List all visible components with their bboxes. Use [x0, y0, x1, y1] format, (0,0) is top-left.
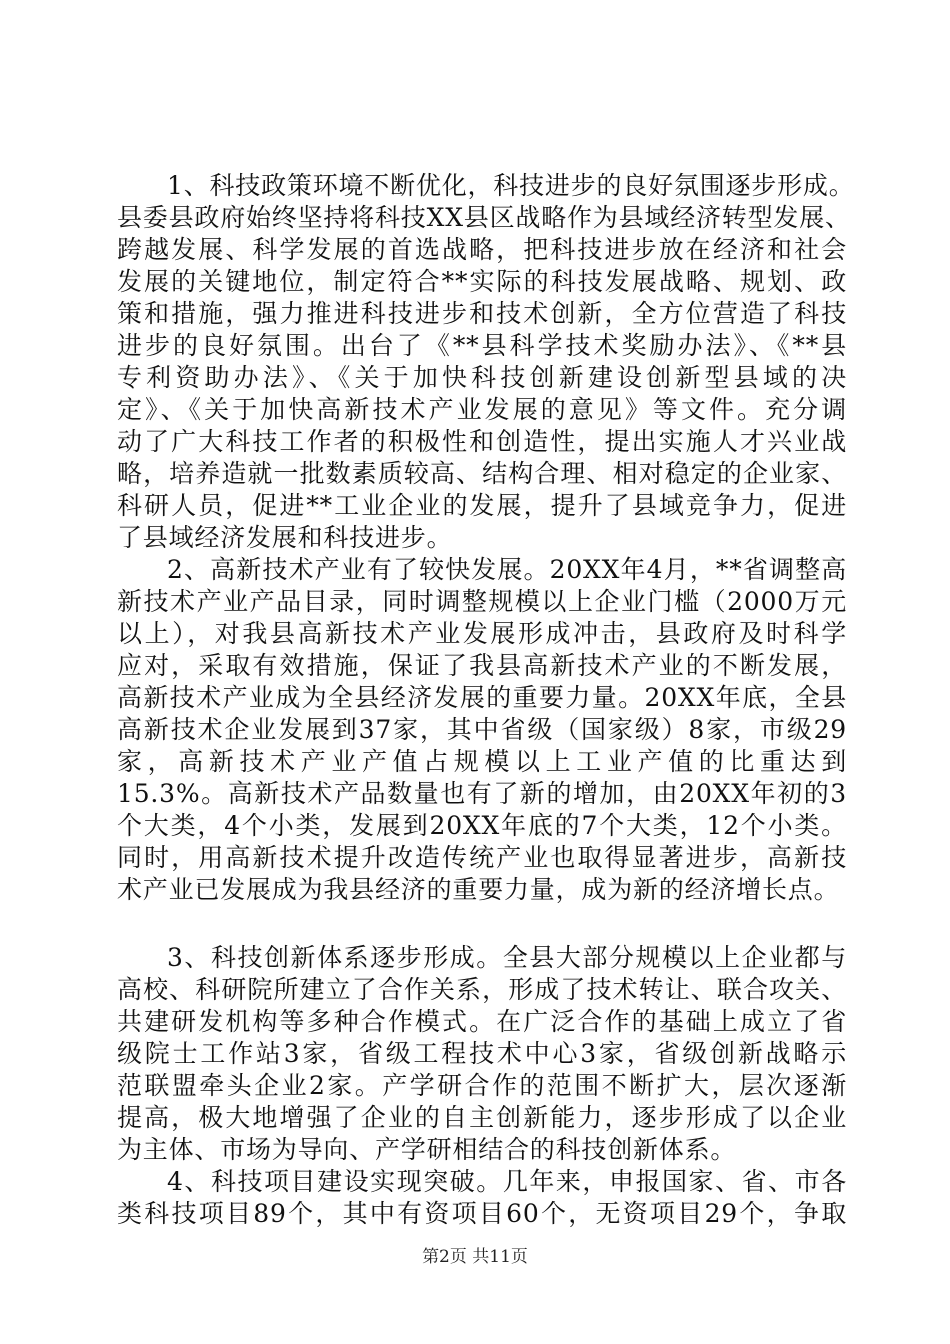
- text-line: 提高，极大地增强了企业的自主创新能力，逐步形成了以企业: [117, 1103, 847, 1132]
- document-body: [117, 170, 855, 1230]
- text-line: 高新技术企业发展到37家，其中省级（国家级）8家，市级29: [117, 715, 847, 744]
- text-line: 高校、科研院所建立了合作关系，形成了技术转让、联合攻关、: [117, 975, 847, 1004]
- text-line: 进步的良好氛围。出台了《**县科学技术奖励办法》、《**县: [117, 331, 847, 360]
- paragraph-3: [117, 942, 847, 1166]
- text-line: 3、科技创新体系逐步形成。全县大部分规模以上企业都与: [167, 943, 847, 972]
- text-line: 共建研发机构等多种合作模式。在广泛合作的基础上成立了省: [117, 1007, 847, 1036]
- text-line: 科研人员，促进**工业企业的发展，提升了县域竞争力，促进: [117, 491, 847, 520]
- text-line: 同时，用高新技术提升改造传统产业也取得显著进步，高新技: [117, 843, 847, 872]
- text-line: 家，高新技术产业产值占规模以上工业产值的比重达到: [117, 747, 847, 776]
- text-line: 县委县政府始终坚持将科技XX县区战略作为县域经济转型发展、: [117, 203, 851, 232]
- text-line: 高新技术产业成为全县经济发展的重要力量。20XX年底，全县: [117, 683, 847, 712]
- text-line: 术产业已发展成为我县经济的重要力量，成为新的经济增长点。: [117, 875, 840, 904]
- text-line: 以上），对我县高新技术产业发展形成冲击，县政府及时科学: [117, 619, 847, 648]
- paragraph-2: [117, 554, 847, 906]
- text-line: 跨越发展、科学发展的首选战略，把科技进步放在经济和社会: [117, 235, 847, 264]
- text-line: 策和措施，强力推进科技进步和技术创新，全方位营造了科技: [117, 299, 847, 328]
- paragraph-1: [117, 170, 855, 554]
- paragraph-4: [117, 1166, 847, 1230]
- text-line: 类科技项目89个，其中有资项目60个，无资项目29个，争取: [117, 1199, 847, 1228]
- text-line: 为主体、市场为导向、产学研相结合的科技创新体系。: [117, 1135, 737, 1164]
- text-line: 1、科技政策环境不断优化，科技进步的良好氛围逐步形成。: [167, 171, 855, 200]
- text-line: 动了广大科技工作者的积极性和创造性，提出实施人才兴业战: [117, 427, 847, 456]
- text-line: 定》、《关于加快高新技术产业发展的意见》等文件。充分调: [117, 395, 847, 424]
- text-line: 应对，采取有效措施，保证了我县高新技术产业的不断发展，: [117, 651, 847, 680]
- text-line: 略，培养造就一批数素质较高、结构合理、相对稳定的企业家、: [117, 459, 847, 488]
- text-line: 了县域经济发展和科技进步。: [117, 523, 453, 552]
- text-line: 专利资助办法》、《关于加快科技创新建设创新型县域的决: [117, 363, 847, 392]
- text-line: 范联盟牵头企业2家。产学研合作的范围不断扩大，层次逐渐: [117, 1071, 847, 1100]
- text-line: 2、高新技术产业有了较快发展。20XX年4月，**省调整高: [167, 555, 847, 584]
- text-line: 新技术产业产品目录，同时调整规模以上企业门槛（2000万元: [117, 587, 847, 616]
- text-line: 个大类，4个小类，发展到20XX年底的7个大类，12个小类。: [117, 811, 847, 840]
- text-line: 15.3%。高新技术产品数量也有了新的增加，由20XX年初的3: [117, 779, 847, 808]
- text-line: 级院士工作站3家，省级工程技术中心3家，省级创新战略示: [117, 1039, 847, 1068]
- text-line: 4、科技项目建设实现突破。几年来，申报国家、省、市各: [167, 1167, 847, 1196]
- text-line: 发展的关键地位，制定符合**实际的科技发展战略、规划、政: [117, 267, 847, 296]
- paragraph-spacer: [117, 906, 847, 942]
- page-number-footer: 第2页 共11页: [422, 1247, 528, 1267]
